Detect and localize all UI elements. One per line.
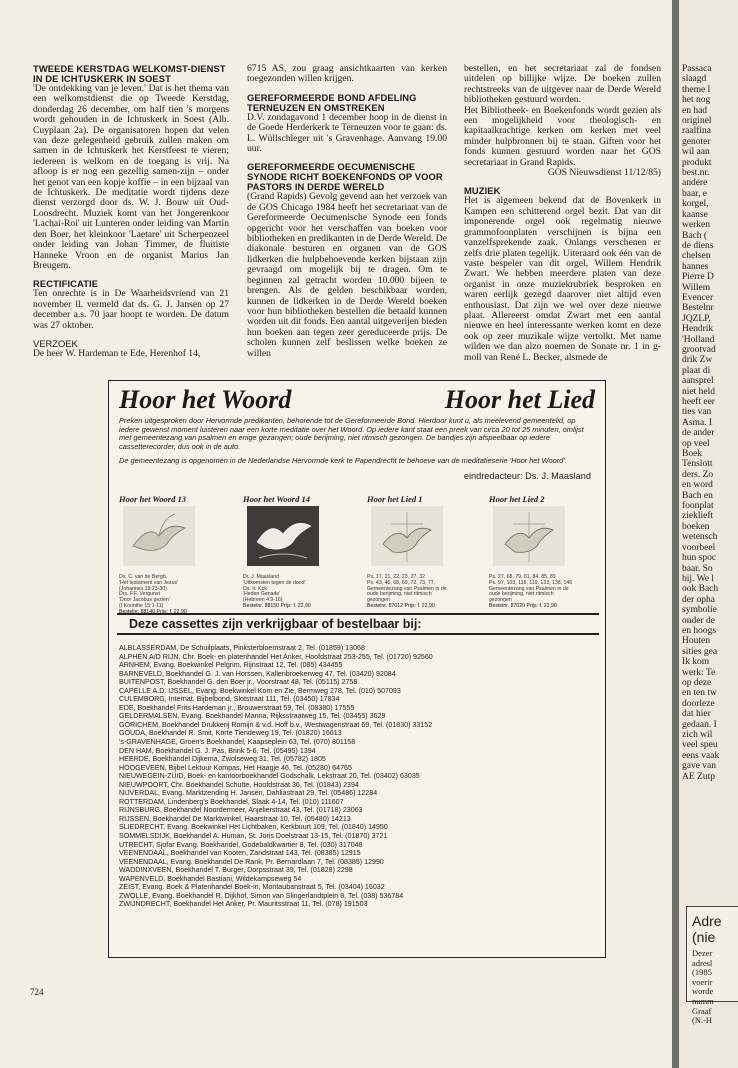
shop-item: DEN HAM, Boekhandel G. J. Pas, Brink 5-6, Tel. (05495) 1394 <box>119 746 316 755</box>
right-page-line: veel speu <box>682 740 718 751</box>
ad-titles <box>109 381 605 417</box>
address-box-line: voerir <box>692 977 713 987</box>
shop-item: SOMMELSDIJK, Boekhandel A. Human, St. Joris Doelstraat 13-15, Tel. (01870) 3721 <box>119 832 388 841</box>
right-page-line: het nog <box>682 95 711 106</box>
right-page-line: AE Zutp <box>682 771 715 782</box>
right-page-line: bij. We l <box>682 573 715 584</box>
right-page-line: foonplat <box>682 501 714 512</box>
shop-item: ARNHEM, Evang. Boekwinkel Pelgrim, Rijnstraat 12, Tel. (085) 434455 <box>119 661 343 670</box>
ad-title-lied: Hoor het Lied <box>444 385 595 414</box>
dove-icon <box>123 506 195 566</box>
cassette-description: Ds. C. van de Bergh, 'Het testament van Jezus' (Johannes 19:23-30) Drs. F.F. Vergunst 'Door Jacobus gezien' (I Korinthe 15:1-11) <box>119 574 179 609</box>
shop-item: RIJNSBURG, Boekhandel Noordermeer, Anjelierstraat 43, Tel. (01718) 23063 <box>119 806 363 815</box>
ad-editor: eindredacteur: Ds. J. Maasland <box>463 470 591 481</box>
shop-item: ALPHEN A/D RIJN, Chr. Boek- en platenhandel Het Anker, Hoofdstraat 253-255, Tel. (01720) 92560 <box>119 652 433 661</box>
ad-title-woord: Hoor het Woord <box>119 385 292 414</box>
advertisement-hoor-het-woord <box>108 380 606 958</box>
right-page-line: op veel <box>682 438 710 449</box>
right-page-line: 'Holland <box>682 334 715 345</box>
right-page-line: wil aan <box>682 147 710 158</box>
right-page-line: gave van <box>682 761 717 772</box>
right-page-line: en hoogs <box>682 625 717 636</box>
dove-icon <box>493 506 565 566</box>
right-page-line: chelsen <box>682 251 711 262</box>
right-page-line: aansprel <box>682 376 714 387</box>
verzoek-continuation: 6715 AS, zou graag ansichtkaarten van kerken toegezonden willen krijgen. <box>247 63 447 85</box>
right-page-line: Tenslott <box>682 459 713 470</box>
cassette-title: Hoor het Woord 14 <box>243 494 310 504</box>
shop-item: HOOGEVEEN, Bijbel Lektuur Kompas, Het Haagje 46, Tel. (05280) 64765 <box>119 763 352 772</box>
right-page-line: kaanse <box>682 209 708 220</box>
shop-item: GORICHEM, Boekhandel Drukkerij Romijn & v.d. Hoff b.v., Westwagenstraat 69, Tel. (01830) 33152 <box>119 720 433 729</box>
shop-item: WAPENVELD, Boekhandel Bastiani, Wildekampseweg 54 <box>119 874 302 883</box>
ad-intro: Preken uitgesproken door Hervormde predikanten, behorende tot de Gereformeerde Bond. Hierdoor kunt u, als meelevend gemeentelid, op iedere gewenst moment luisteren naar een korte meditatie over het Woord. Op iedere kant staat een preek van circa 20 tot 25 minuten, omlijst met gemeentezang van psalmen en enige gezangen; oude berijming, niet ritmisch gezongen. De bandjes zijn afspeelbaar op iedere cassetterecorder, dus ook in de auto. <box>119 416 584 451</box>
right-page-line: Houten <box>682 636 710 647</box>
right-page-line: niet held <box>682 386 715 397</box>
address-box-line: (N.-H <box>692 1016 713 1026</box>
shop-item: 's-GRAVENHAGE, Groen's Boekhandel, Kaapseplein 63, Tel. (070) 801158 <box>119 738 356 747</box>
shop-item: NIEUWEGEIN-ZUID, Boek- en kantoorboekhandel Godschalk, Lekstraat 20, Tel. (03402) 63035 <box>119 772 420 781</box>
right-page-line: baar, e <box>682 188 707 199</box>
cassette-order-number: Bestelnr. 88140 Prijs: f. 22,90 <box>119 608 187 615</box>
right-page-line: korgel, <box>682 199 709 210</box>
dove-icon <box>247 506 319 566</box>
right-page-line: sities gea <box>682 646 718 657</box>
article-heading-rectificatie: RECTIFICATIE <box>33 278 99 290</box>
address-box-line: (1985 <box>692 968 712 978</box>
right-page-line: hannes <box>682 261 709 272</box>
right-page-line: best.nr. <box>682 168 710 179</box>
right-page-line: Evencer <box>682 292 714 303</box>
shop-item: GOUDA, Boekhandel R. Smit, Korte Tiendeweg 19, Tel. (01820) 16613 <box>119 729 342 738</box>
cassette-title: Hoor het Lied 2 <box>489 494 545 504</box>
address-box-line: worde <box>692 987 714 997</box>
article-heading-gereformeerde-bond: GEREFORMEERDE BOND AFDELING TERNEUZEN EN OMSTREKEN <box>247 91 417 113</box>
right-page-line: Boek <box>682 449 703 460</box>
right-page-edge <box>679 0 738 1068</box>
shop-list <box>119 644 599 909</box>
right-page-line: heeft eer <box>682 397 715 407</box>
shop-item: WADDINXVEEN, Boekhandel T. Burger, Dorpsstraat 39, Tel. (01828) 2298 <box>119 866 353 875</box>
right-page-line: Pierre D <box>682 272 714 283</box>
right-page-line: Passaca <box>682 64 712 74</box>
right-page-line: en word <box>682 480 713 491</box>
right-page-line: Bestelnr <box>682 303 714 314</box>
cassette-title: Hoor het Lied 1 <box>367 494 423 504</box>
shop-item: NIJVERDAL, Evang. Marktzending H. Jansen, Dahliastraat 29, Tel. (05486) 12284 <box>119 789 378 798</box>
shop-item: BARNEVELD, Boekhandel G. J. van Horssen, Kallenbroekerweg 47, Tel. (03420) 92084 <box>119 669 396 678</box>
cassette-order-number: Bestelnr. 88150 Prijs: f. 22,90 <box>243 602 311 609</box>
column-1 <box>33 64 229 360</box>
right-page-line: onder de <box>682 615 715 626</box>
cassette-description: Dr. J. Maasland 'Uitkomsten tegen de dood' Ds. Ir. Kok 'Heden Genade' (Hebreën 4:9-16) <box>243 574 306 604</box>
shop-item: CULEMBORG, Internat. Bijbelbond, Slotstraat 111, Tel. (03450) 17834 <box>119 695 340 704</box>
article-body-verzoek: De heer W. Hardeman te Ede, Herenhof 14, <box>33 348 201 360</box>
right-page-line: hun spoc <box>682 553 717 564</box>
right-page-line: Ik kom <box>682 657 710 668</box>
cassette-order-number: Bestelnr. 87012 Prijs: f. 22,90 <box>367 602 435 609</box>
shop-item: ZEIST, Evang. Boek & Platenhandel Boek-in, Montaubanstraat 5, Tel. (03404) 16032 <box>119 883 385 892</box>
shop-item: BUITENPOST, Boekhandel G. den Boer jr., Voorstraat 48, Tel. (05115) 2758 <box>119 678 358 687</box>
right-page-line: doorleze <box>682 698 715 709</box>
shop-item: HEERDE, Boekhandel Dijkema, Zwolseweg 31, Tel. (05782) 1805 <box>119 755 326 764</box>
shop-item: ROTTERDAM, Lindenberg's Boekhandel, Slaak 4-14, Tel. (010) 111607 <box>119 797 344 806</box>
shop-item: VEENENDAAL, Boekhandel van Kooten, Zandstraat 143, Tel. (08385) 12915 <box>119 849 361 858</box>
shop-item: UTRECHT, Sjofar Evang. Boekhandel, Godebaldkwartier 8, Tel. (030) 317048 <box>119 840 363 849</box>
right-page-line: boeken <box>682 521 710 532</box>
column-2 <box>247 64 447 359</box>
right-page-line: zich wil <box>682 730 713 740</box>
shop-item: EDE, Boekhandel Frits Hardeman jr., Brouwerstraat 59, Tel. (08380) 17555 <box>119 703 355 712</box>
page-number: 724 <box>30 987 44 997</box>
cassette-description: Ps. 27, 68, 79, 81, 84, 85, 89 Ps. 97, 103, 116, 119, 133, 138, 146 Gemeentezang van Psalmen in de oude berijming, niet ritmisch gezongen <box>489 574 573 604</box>
cassette-item <box>119 494 227 615</box>
right-page-text <box>682 64 738 782</box>
shop-item: GELDERMALSEN, Evang. Boekhandel Manna, Rijksstraatweg 15, Tel. (03455) 3629 <box>119 712 386 721</box>
right-page-line: raalfina <box>682 126 712 137</box>
address-box-text <box>687 945 738 1026</box>
right-page-line: Bach ( <box>682 230 708 241</box>
right-page-line: JQZLP, <box>682 313 711 324</box>
synode-continuation: bestellen, en het secretariaat zal de fondsen uitdelen op billijke wijze. De boeken zullen rechtstreeks van de uitgever naar de Derde Wereld bibliotheken gestuurd worden. <box>464 63 661 106</box>
article-body-synode: (Grand Rapids) Gevolg gevend aan het verzoek van de GOS Chicago 1984 heeft het secretariaat van de Gereformeerde Oecumenische Synode een fonds opgericht voor het verschaffen van boeken voor bibliotheken en predikanten in de Derde Wereld. De diakonale besturen en organen van de GOS lidkerken die hulpbehoevende kerken bijstaan zijn gevraagd om mogelijk bij te dragen. Om te beginnen zal getracht worden 10.000 bijeen te brengen. Als de gelden beschikbaar worden, kunnen de lidkerken in de Derde Wereld boeken voor hun bibliotheken bestellen die betaald kunnen worden uit dit fonds. Een aantal uitgeverijen bieden hun boeken aan tegen zeer gereduceerde prijs. De scholen kunnen zelf beslissen welke boeken ze willen <box>247 191 447 359</box>
cassette-item <box>489 494 597 609</box>
right-page-line: der opha <box>682 594 715 605</box>
cassette-order-number: Bestelnr. 87020 Prijs: f. 22,90 <box>489 602 557 609</box>
article-source: GOS Nieuwsdienst 11/12/85) <box>547 167 661 179</box>
right-page-line: produkt <box>682 157 712 168</box>
right-page-line: theme l <box>682 84 711 95</box>
right-page-line: en had <box>682 105 708 116</box>
right-page-line: baar. So <box>682 563 713 574</box>
right-page-line: de ander <box>682 428 715 439</box>
shop-item: ALBLASSERDAM, De Schuilplaats, Pinksterbloemstraat 2, Tel. (01859) 13068 <box>119 644 365 652</box>
address-box-title: Adre (nie <box>692 913 722 945</box>
right-page-address-box <box>686 906 738 1026</box>
shop-item: RIJSSEN, Boekhandel De Marktwinkel, Haarstraat 10, Tel. (05480) 14213 <box>119 814 351 823</box>
article-heading-muziek: MUZIEK <box>464 185 501 197</box>
address-box-line: numm <box>692 996 714 1006</box>
article-heading-welkomstdienst: TWEEDE KERSTDAG WELKOMST-DIENST IN DE ICHTUSKERK IN SOEST <box>33 63 226 84</box>
right-page-line: dat hier <box>682 709 711 720</box>
article-heading-verzoek: VERZOEK <box>33 337 78 349</box>
right-page-line: slaagd <box>682 74 707 85</box>
article-body-gereformeerde-bond: D.V. zondagavond 1 december hoop in de dienst in de Goede Herderkerk te Terneuzen voor te gaan: ds. L. Wüllschleger uit 's Gravenhage. Aanvang 19.00 uur. <box>247 111 447 155</box>
column-3 <box>464 64 661 363</box>
address-box-line: Dezer <box>692 949 713 958</box>
article-heading-synode: GEREFORMEERDE OECUMENISCHE SYNODE RICHT BOEKENFONDS OP VOOR PASTORS IN DERDE WERELD <box>247 161 443 193</box>
right-page-line: andere <box>682 178 708 189</box>
shop-item: NIEUWPOORT, Chr. Boekhandel Schutte, Hoofdstraat 36, Tel. (01843) 2394 <box>119 780 359 789</box>
right-page-line: symbolie <box>682 605 717 616</box>
shop-item: ZWOLLE, Evang. Boekhandel R. Dijkhof, Simon van Slingerlandtplein 8, Tel. (038) 536784 <box>119 891 404 900</box>
right-page-line: op deze <box>682 677 712 688</box>
right-page-line: zieklieft <box>682 511 714 522</box>
right-page-line: wetensch <box>682 532 718 543</box>
cassette-title: Hoor het Woord 13 <box>119 494 186 504</box>
right-page-line: werk: Te <box>682 667 716 678</box>
article-body-rectificatie: Ten onrechte is in De Waarheidsvriend van 21 november ll. vermeld dat ds. G. J. Jansen op 27 december a.s. 70 jaar hoopt te worden. De datum was 27 oktober. <box>33 288 229 331</box>
article-body-welkomstdienst: 'De ontdekking van je leven.' Dat is het thema van een welkomstdienst die op Tweede Kerstdag, donderdag 26 december, om half tien 's morgens wordt gehouden in de Ichtuskerk in Soest (Alb. Cuyplaan 2a). De organisatoren hopen dat velen van deze gelegenheid gebruik zullen maken om samen in de Ichtuskerk het Kerstfeest te vieren; iedereen is welkom en de toegang is vrij. Na afloop is er nog een gezellig samen-zijn – onder het genot van een kopje koffie – in een bijzaal van de Ichtuskerk. De meditatie wordt tijdens deze dienst verzorgd door ds. W. J. Bouw uit Oud-Loosdrecht. Muziek komt van het Jongerenkoor 'Lachai-Roi' uit Lunteren onder leiding van Martin den Boer, het kleinkoor 'Laetare' uit Scherpenzeel onder leiding van Johan Timmer, de fluitiste Hanneke Vroon en de organist Marius Jan Breugem. <box>33 83 229 271</box>
synode-continuation-2: Het Bibliotheek- en Boekenfonds wordt gezien als een mogelijkheid voor theologisch- en kapitaalkrachtige kerken om kerken met veel minder hulpbronnen bij te staan. Giften voor het fonds kunnen gestuurd worden naar het GOS secretariaat in Grand Rapids. <box>464 104 661 168</box>
right-page-line: originel <box>682 116 712 127</box>
right-page-line: Hendrik <box>682 324 714 335</box>
address-box-line: Graaf <box>692 1006 712 1016</box>
right-page-line: en ten tw <box>682 688 717 699</box>
cassette-list <box>119 494 597 615</box>
right-page-line: voorbeel <box>682 542 716 553</box>
right-page-line: ook Bach <box>682 584 719 595</box>
cassette-item <box>367 494 475 609</box>
right-page-line: eens vaak <box>682 750 720 761</box>
ad-availability-banner: Deze cassettes zijn verkrijgbaar of bestelbaar bij: <box>117 613 599 635</box>
right-page-line: werken <box>682 220 710 231</box>
right-page-line: ties van <box>682 407 712 418</box>
shop-item: ZWIJNDRECHT, Boekhandel Het Anker, Pr. Mauritsstraat 11, Tel. (078) 191503 <box>119 900 368 909</box>
article-body-muziek: Het is algemeen bekend dat de Bovenkerk in Kampen een schitterend orgel bezit. Dat van dit imponerende orgel ook regelmatig nieuwe grammofoonplaten verschijnen is bijna een vanzelfsprekende zaak. Onlangs verschenen er zelfs drie platen tegelijk. Uiteraard ook één van de vaste bespeler van dit orgel, Willem Hendrik Zwart. We hebben meerdere platen van deze organist in onze muziekrubriek besproken en waren eerlijk gezegd daarover niet altijd even enthousiast. Dat zijn we wel over deze nieuwe plaat. Allereerst omdat Zwart met een aantal nieuwe en heel interessante werken komt en deze ook op zeer muzikale wijze vertolkt. Met name wilden we dan alzo noemen de Sonate nr. 1 in g-moll van René L. Becker, alsmede de <box>464 195 661 363</box>
right-page-line: drik Zw <box>682 355 713 366</box>
right-page-line: Bach en <box>682 490 713 501</box>
right-page-line: plaat di <box>682 365 711 376</box>
address-box-line: adresl <box>692 958 713 968</box>
right-page-line: Willem <box>682 282 711 293</box>
right-page-line: de diens <box>682 240 714 251</box>
right-page-line: grootvad <box>682 344 716 355</box>
shop-item: CAPELLE A.D. IJSSEL, Evang. Boekwinkel Kom en Zie, Bermweg 278, Tel. (010) 507093 <box>119 686 401 695</box>
right-page-line: genoter <box>682 136 711 147</box>
right-page-line: ders. Zo <box>682 469 714 480</box>
right-page-line: Asma. I <box>682 417 713 428</box>
shop-item: SLIEDRECHT, Evang. Boekwinkel Het Lichtbaken, Kerkbuurt 109, Tel. (01840) 14950 <box>119 823 388 832</box>
cassette-description: Ps. 17, 21, 22, 23, 27, 32 Ps. 43, 46, 68, 69, 72, 73, 77, Gemeentezang van Psalmen in de oude berijming, niet ritmisch gezongen <box>367 574 447 604</box>
shop-item: VEENENDAAL, Evang. Boekhandel De Rank, Pr. Bernardlaan 7, Tel. (08385) 12990 <box>119 857 384 866</box>
ad-intro-2: De gemeentezang is opgenomen in de Nederlandse Hervormde kerk te Papendrecht te behoeve van de meditatieserie 'Hoor het Woord'. <box>119 456 567 466</box>
cassette-item <box>243 494 351 609</box>
dove-icon <box>371 506 443 566</box>
right-page-line: gedaan. I <box>682 719 717 730</box>
